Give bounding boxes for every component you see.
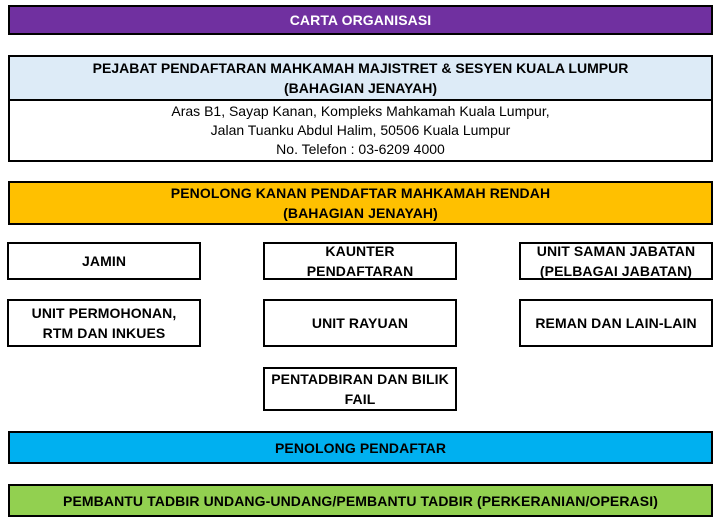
assistant-registrar-box: [8, 431, 713, 464]
unit-label: PENDAFTARAN: [306, 263, 414, 279]
assistant-registrar-label: PENOLONG PENDAFTAR: [274, 439, 447, 456]
office-address-line: Aras B1, Sayap Kanan, Kompleks Mahkamah Kuala Lumpur,: [171, 103, 550, 119]
office-name-line: (BAHAGIAN JENAYAH): [284, 80, 437, 96]
unit-box-rayuan: [263, 299, 457, 347]
office-address-line: Jalan Tuanku Abdul Halim, 50506 Kuala Lumpur: [210, 122, 511, 138]
admin-assistant-box: [8, 484, 713, 517]
office-name-header: [10, 57, 711, 101]
office-info-block: [8, 55, 713, 162]
unit-box-saman-jabatan: [519, 242, 713, 280]
unit-label: RTM DAN INKUES: [42, 325, 166, 341]
unit-label: UNIT PERMOHONAN,: [31, 305, 177, 321]
office-phone-line: No. Telefon : 03-6209 4000: [276, 141, 445, 157]
unit-label: UNIT RAYUAN: [311, 315, 409, 331]
unit-label: KAUNTER: [325, 243, 395, 259]
unit-label: REMAN DAN LAIN-LAIN: [535, 315, 697, 331]
unit-box-jamin: [7, 242, 201, 280]
admin-assistant-label: PEMBANTU TADBIR UNDANG-UNDANG/PEMBANTU TADBIR (PERKERANIAN/OPERASI): [63, 492, 658, 509]
chart-title: CARTA ORGANISASI: [289, 12, 432, 28]
unit-box-permohonan: [7, 299, 201, 347]
unit-box-kaunter-pendaftaran: [263, 242, 457, 280]
office-name-line: PEJABAT PENDAFTARAN MAHKAMAH MAJISTRET & SESYEN KUALA LUMPUR: [92, 60, 629, 76]
unit-box-reman: [519, 299, 713, 347]
unit-label: UNIT SAMAN JABATAN: [536, 243, 696, 259]
unit-label: FAIL: [344, 391, 376, 407]
senior-assistant-registrar-line: PENOLONG KANAN PENDAFTAR MAHKAMAH RENDAH: [170, 185, 551, 201]
chart-title-box: [8, 5, 713, 35]
unit-label: (PELBAGAI JABATAN): [539, 263, 693, 279]
senior-assistant-registrar-line: (BAHAGIAN JENAYAH): [283, 205, 438, 221]
office-address: [10, 101, 711, 160]
unit-label: JAMIN: [81, 253, 127, 269]
unit-box-pentadbiran: [263, 367, 457, 411]
senior-assistant-registrar-box: [8, 181, 713, 225]
unit-label: PENTADBIRAN DAN BILIK: [271, 371, 449, 387]
